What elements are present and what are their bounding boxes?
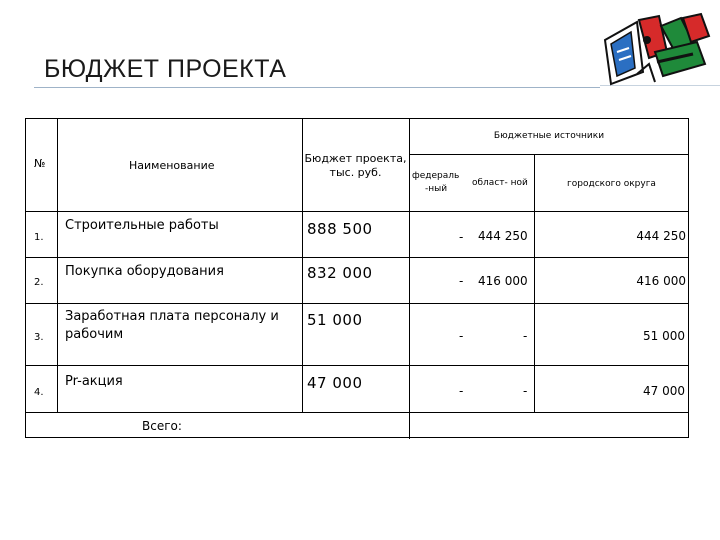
header-regional: област- ной <box>472 178 528 188</box>
total-label: Всего: <box>142 419 182 433</box>
row-regional: 416 000 <box>478 274 528 288</box>
row-federal: - <box>459 230 464 244</box>
row-divider <box>409 154 689 155</box>
header-number: № <box>34 157 46 170</box>
row-budget: 888 500 <box>307 220 373 238</box>
title-underline <box>34 87 600 88</box>
row-name: Заработная плата персоналу и <box>65 309 279 324</box>
row-regional: - <box>523 384 528 398</box>
row-divider <box>26 211 689 212</box>
row-regional: 444 250 <box>478 229 528 243</box>
header-budget-line1: Бюджет проекта, <box>304 152 407 165</box>
row-name: Покупка оборудования <box>65 264 224 279</box>
row-federal: - <box>459 274 464 288</box>
header-budget-line2: тыс. руб. <box>329 166 382 179</box>
slide-title: БЮДЖЕТ ПРОЕКТА <box>44 55 287 83</box>
row-budget: 51 000 <box>307 311 363 329</box>
row-name: Pr-акция <box>65 374 123 389</box>
row-budget: 832 000 <box>307 264 373 282</box>
row-divider <box>26 365 689 366</box>
header-federal-line1: федераль <box>412 171 460 181</box>
row-city: 47 000 <box>643 384 685 398</box>
row-city: 51 000 <box>643 329 685 343</box>
header-city: городского округа <box>567 179 656 189</box>
row-name-line2: рабочим <box>65 327 124 342</box>
row-city: 416 000 <box>636 274 686 288</box>
graffiti-logo-icon <box>597 12 715 90</box>
header-federal-line2: -ный <box>425 184 448 194</box>
row-federal: - <box>459 384 464 398</box>
row-regional: - <box>523 329 528 343</box>
col-divider <box>57 119 58 412</box>
row-budget: 47 000 <box>307 374 363 392</box>
row-number: 2. <box>34 277 44 288</box>
row-federal: - <box>459 329 464 343</box>
row-divider <box>26 303 689 304</box>
row-number: 1. <box>34 232 44 243</box>
header-name: Наименование <box>129 159 215 172</box>
row-number: 4. <box>34 387 44 398</box>
budget-table <box>25 118 689 438</box>
row-divider <box>26 257 689 258</box>
col-divider <box>409 119 410 439</box>
row-divider <box>26 412 689 413</box>
row-number: 3. <box>34 332 44 343</box>
row-name: Строительные работы <box>65 218 219 233</box>
header-sources: Бюджетные источники <box>493 131 605 141</box>
row-city: 444 250 <box>636 229 686 243</box>
